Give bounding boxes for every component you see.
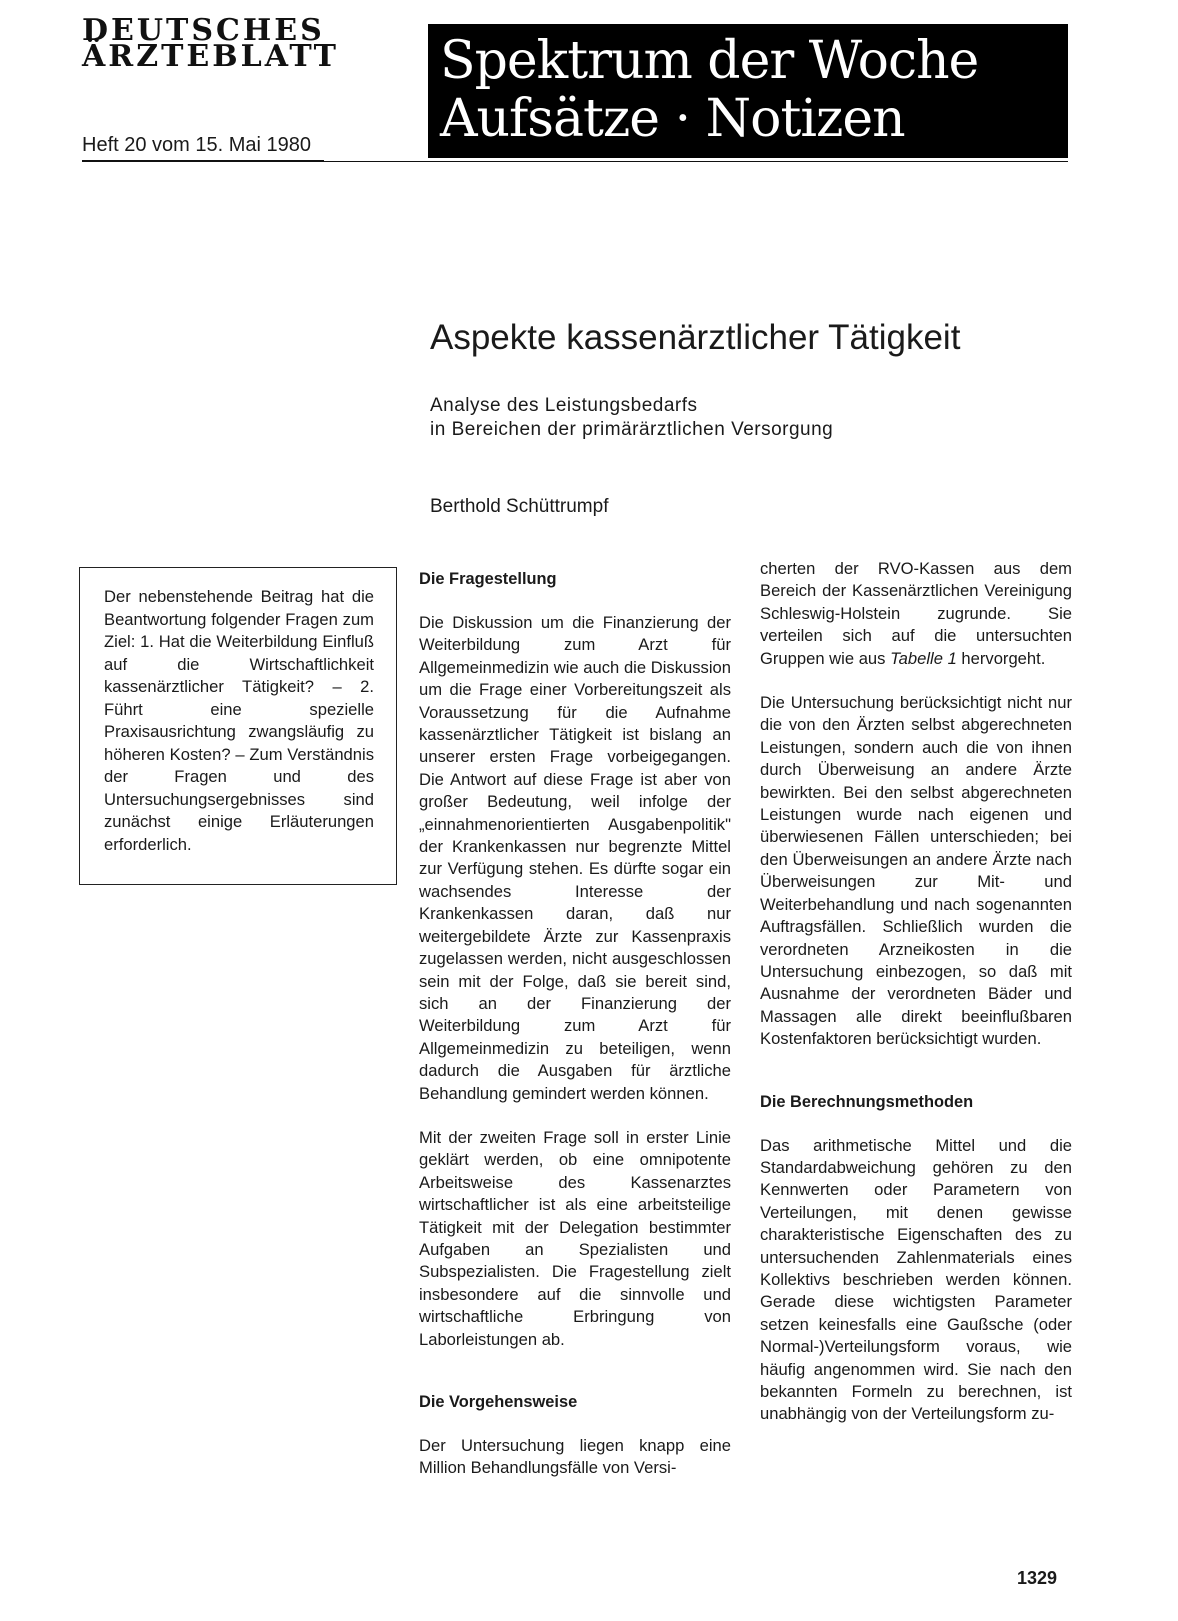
paragraph xyxy=(760,558,1072,670)
paragraph-text: cherten der RVO-Kassen aus dem Bereich der Kassenärztlichen Vereinigung Schleswig-Holstein zugrunde. Sie verteilen sich auf die untersuchten Gruppen wie aus xyxy=(760,559,1072,668)
masthead-line-1: DEUTSCHES xyxy=(82,13,325,48)
paragraph: Mit der zweiten Frage soll in erster Linie geklärt werden, ob eine omnipotente Arbeitsweise des Kassenarztes wirtschaftlicher ist als eine arbeitsteilige Tätigkeit mit der Delegation bestimmter Aufgaben an Spezialisten und Subspezialisten. Die Fragestellung zielt insbesondere auf die sinnvolle und wirtschaftliche Erbringung von Laborleistungen ab. xyxy=(419,1127,731,1349)
paragraph: Die Untersuchung berücksichtigt nicht nur die von den Ärzten selbst abgerechneten Leistungen, sondern auch die von ihnen durch Überweisung an andere Ärzte bewirkten. Bei den selbst abgerechneten Leistungen wurde nach eigenen und überwiesenen Fällen unterschieden; bei den Überweisungen an andere Ärzte nach Überweisungen zur Mit- und Weiterbehandlung und nach sogenannten Auftragsfällen. Schließlich wurden die verordneten Arzneikosten in die Untersuchung einbezogen, so daß mit Ausnahme der verordneten Bäder und Massagen alle direkt beeinflußbaren Kostenfaktoren berücksichtigt wurden. xyxy=(760,693,1072,1049)
article-author: Berthold Schüttrumpf xyxy=(430,496,609,517)
subtitle-line-1: Analyse des Leistungsbedarfs xyxy=(430,395,698,416)
article-subtitle xyxy=(430,394,833,442)
column-middle xyxy=(419,568,731,1480)
section-heading-vorgehensweise: Die Vorgehensweise xyxy=(419,1393,578,1411)
masthead-line-2: ÄRZTEBLATT xyxy=(82,39,339,74)
journal-masthead xyxy=(82,13,412,74)
subtitle-line-2: in Bereichen der primärärztlichen Versorgung xyxy=(430,419,834,440)
section-banner xyxy=(428,24,1068,158)
paragraph: Der Untersuchung liegen knapp eine Million Behandlungsfälle von Versi- xyxy=(419,1436,731,1478)
paragraph: Das arithmetische Mittel und die Standardabweichung gehören zu den Kennwerten oder Parametern von Verteilungen, mit denen gewisse charakteristische Eigenschaften des zu untersuchenden Zahlenmaterials eines Kollektivs beschrieben werden können. Gerade diese wichtigsten Parameter setzen keinesfalls eine Gaußsche (oder Normal-)Verteilungsform voraus, wie häufig angenommen wird. Sie nach den bekannten Formeln zu berechnen, ist unabhängig von der Verteilungsform zu- xyxy=(760,1135,1072,1424)
page-number: 1329 xyxy=(1017,1568,1058,1588)
abstract-box: Der nebenstehende Beitrag hat die Beantwortung folgender Fragen zum Ziel: 1. Hat die Weiterbildung Einfluß auf die Wirtschaftlichkeit kassenärztlicher Tätigkeit? – 2. Führt eine spezielle Praxisausrichtung zwangsläufig zu höheren Kosten? – Zum Verständnis der Fragen und des Untersuchungsergebnisses sind zunächst einige Erläuterungen erforderlich. xyxy=(79,567,397,885)
header-rule xyxy=(82,161,1068,162)
banner-line-1: Spektrum der Woche xyxy=(440,31,979,91)
column-right xyxy=(760,558,1072,1426)
section-heading-fragestellung: Die Fragestellung xyxy=(419,570,557,588)
section-heading-berechnungsmethoden: Die Berechnungsmethoden xyxy=(760,1092,974,1111)
banner-line-2: Aufsätze · Notizen xyxy=(440,89,905,149)
issue-line: Heft 20 vom 15. Mai 1980 xyxy=(82,134,312,156)
table-reference: Tabelle 1 xyxy=(890,648,957,668)
paragraph-text: hervorgeht. xyxy=(956,648,1046,668)
paragraph: Die Diskussion um die Finanzierung der Weiterbildung zum Arzt für Allgemeinmedizin wie auch die Diskussion um die Frage einer Vorbereitungszeit als Voraussetzung für die Aufnahme kassenärztlicher Tätigkeit ist bislang an unserer ersten Frage vorbeigegangen. Die Antwort auf diese Frage ist aber von großer Bedeutung, weil infolge der „einnahmenorientierten Ausgabenpolitik" der Krankenkassen nur begrenzte Mittel zur Verfügung stehen. Es dürfte sogar ein wachsendes Interesse der Krankenkassen daran, daß nur weitergebildete Ärzte zur Kassenpraxis zugelassen werden, nicht ausgeschlossen sein mit der Folge, daß sie bereit sind, sich an der Finanzierung der Weiterbildung zum Arzt für Allgemeinmedizin zu beteiligen, wenn dadurch die Ausgaben für ärztliche Behandlung gemindert werden können. xyxy=(419,613,731,1103)
article-title: Aspekte kassenärztlicher Tätigkeit xyxy=(430,318,961,357)
